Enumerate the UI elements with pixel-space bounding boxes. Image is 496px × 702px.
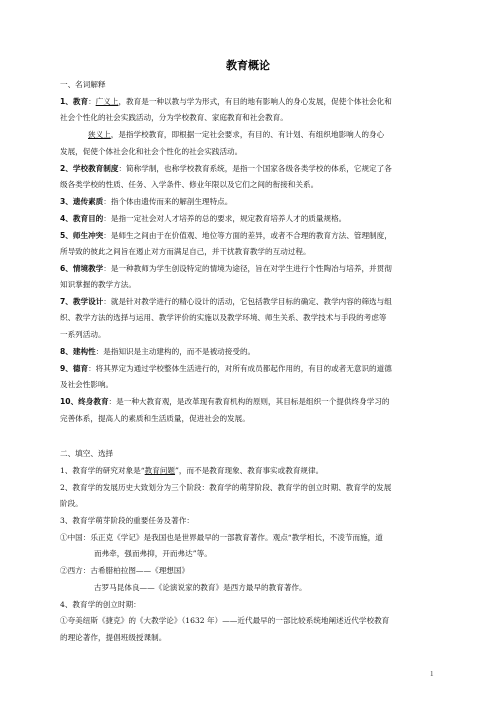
definition-text: ，是指学校教育，即根据一定社会要求，有目的、有计划、有组织地影响人的身心 [110, 130, 385, 139]
definition-text: ，教育是一种以教与学为形式，有目的地有影响人的身心发展，促使个体社会化和 [118, 97, 392, 106]
definition-term: 4、教育目的 [60, 214, 104, 223]
definition-1-line-1 [60, 96, 392, 107]
definition-5-line-2: 所导致的彼此之间旨在遏止对方而满足自己，并干扰教育教学的互动过程。 [60, 247, 311, 256]
item-3-line-1: 3、教育学萌芽阶段的重要任务及著作： [60, 516, 194, 525]
item-3-line-5: 古罗马昆体良——《论演说家的教育》是西方最早的教育著作。 [94, 583, 307, 592]
definition-2-line-1 [60, 163, 392, 174]
definition-colon: ： [88, 97, 96, 106]
definition-8 [60, 346, 255, 357]
page-number: 1 [430, 670, 434, 678]
definition-6-line-1 [60, 263, 392, 274]
item-2-line-1: 2、教育学的发展历史大致划分为三个阶段：教育学的萌芽阶段、教育学的创立时期、教育学的发展 [60, 483, 392, 492]
definition-5-line-1 [60, 230, 392, 241]
item-4-line-3: 的理论著作，提倡班级授课制。 [60, 633, 167, 642]
definition-term: 5、师生冲突 [60, 231, 104, 240]
item-text: ”，而不是教育现象、教育事实或教育规律。 [175, 466, 324, 475]
item-2-line-2: 阶段。 [60, 499, 83, 508]
definition-6-line-2: 知识掌握的教学方法。 [60, 280, 136, 289]
definition-term: 教育 [72, 97, 89, 106]
definition-term: 8、建构性 [60, 347, 96, 356]
item-3-line-4: ②西方：古希腊柏拉图——《理想国》 [60, 566, 190, 575]
definition-1-line-3 [88, 129, 384, 140]
definition-text: ：指个体由遗传而来的解剖生理特点。 [103, 197, 233, 206]
definition-4 [60, 213, 346, 224]
definition-7-line-1 [60, 296, 392, 307]
definition-term: 2、学校教育制度 [60, 164, 119, 173]
definition-text: ：是一种教师为学生创设特定的情境为途径，旨在对学生进行个性陶冶与培养，并贯彻 [103, 264, 392, 273]
definition-number: 1、 [60, 97, 73, 106]
item-1 [60, 465, 323, 476]
narrow-sense-label: 狭义上 [88, 130, 111, 139]
section-heading-fill-choice: 二、填空、选择 [60, 449, 114, 458]
section-heading-definitions: 一、名词解释 [60, 80, 106, 89]
underlined-term: 教育问题 [144, 466, 176, 475]
definition-text: ：是师生之间由于在价值观、地位等方面的差异，或者不合理的教育方法、管理制度， [103, 231, 392, 240]
page-title: 教育概论 [226, 59, 270, 72]
definition-1-line-4: 发展，促使个体社会化和社会个性化的社会实践活动。 [60, 147, 243, 156]
item-3-line-3: 而弗牵，强而弗抑，开而弗达”等。 [94, 549, 212, 558]
definition-7-line-2: 织、教学方法的选择与运用、教学评价的实施以及教学环境、师生关系、教学技术与手段的考虑等 [60, 313, 387, 322]
item-4-line-2: ①夸美纽斯《捷克》的《大教学论》（1632 年）——近代最早的一部比较系统地阐述近代学校教育 [60, 616, 390, 625]
definition-term: 10、终身教育 [60, 397, 109, 406]
definition-7-line-3: 一系列活动。 [60, 330, 106, 339]
broad-sense-label: 广义上 [95, 97, 119, 106]
definition-10-line-1 [60, 396, 390, 407]
item-3-line-2: ①中国：乐正克《学记》是我国也是世界最早的一部教育著作。观点“教学相长，不凌节而施，道 [60, 533, 383, 542]
definition-10-line-2: 完善体系，提高人的素质和生活质量，促进社会的发展。 [60, 414, 250, 423]
definition-term: 7、教学设计 [60, 297, 104, 306]
definition-text: ：将其界定为通过学校整体生活进行的，对所有成员都起作用的，有目的或者无意识的道德 [88, 364, 392, 373]
definition-text: ：是指知识是主动建构的，而不是被动接受的。 [95, 347, 256, 356]
item-text: 1、教育学的研究对象是“ [60, 466, 145, 475]
definition-text: ：是一种大教育观，是改革现有教育机构的原则，其目标是组织一个提供终身学习的 [108, 397, 390, 406]
definition-term: 6、情境教学 [60, 264, 104, 273]
definition-text: ：简称学制，也称学校教育系统，是指一个国家各级各类学校的体系，它规定了各 [118, 164, 392, 173]
definition-1-line-2: 社会个性化的社会实践活动，分为学校教育、家庭教育和社会教育。 [60, 113, 288, 122]
definition-9-line-2: 及社会性影响。 [60, 380, 114, 389]
item-4-line-1: 4、教育学的创立时期： [60, 600, 141, 609]
definition-9-line-1 [60, 363, 392, 374]
definition-text: ：就是针对教学进行的精心设计的活动，它包括教学目标的确定、教学内容的筛选与组 [103, 297, 392, 306]
definition-3 [60, 196, 232, 207]
definition-text: ：是指一定社会对人才培养的总的要求，规定教育培养人才的质量规格。 [103, 214, 347, 223]
definition-term: 3、遗传素质 [60, 197, 104, 206]
definition-2-line-2: 级各类学校的性质、任务、入学条件、修业年限以及它们之间的衔接和关系。 [60, 180, 319, 189]
definition-term: 9、德育 [60, 364, 89, 373]
